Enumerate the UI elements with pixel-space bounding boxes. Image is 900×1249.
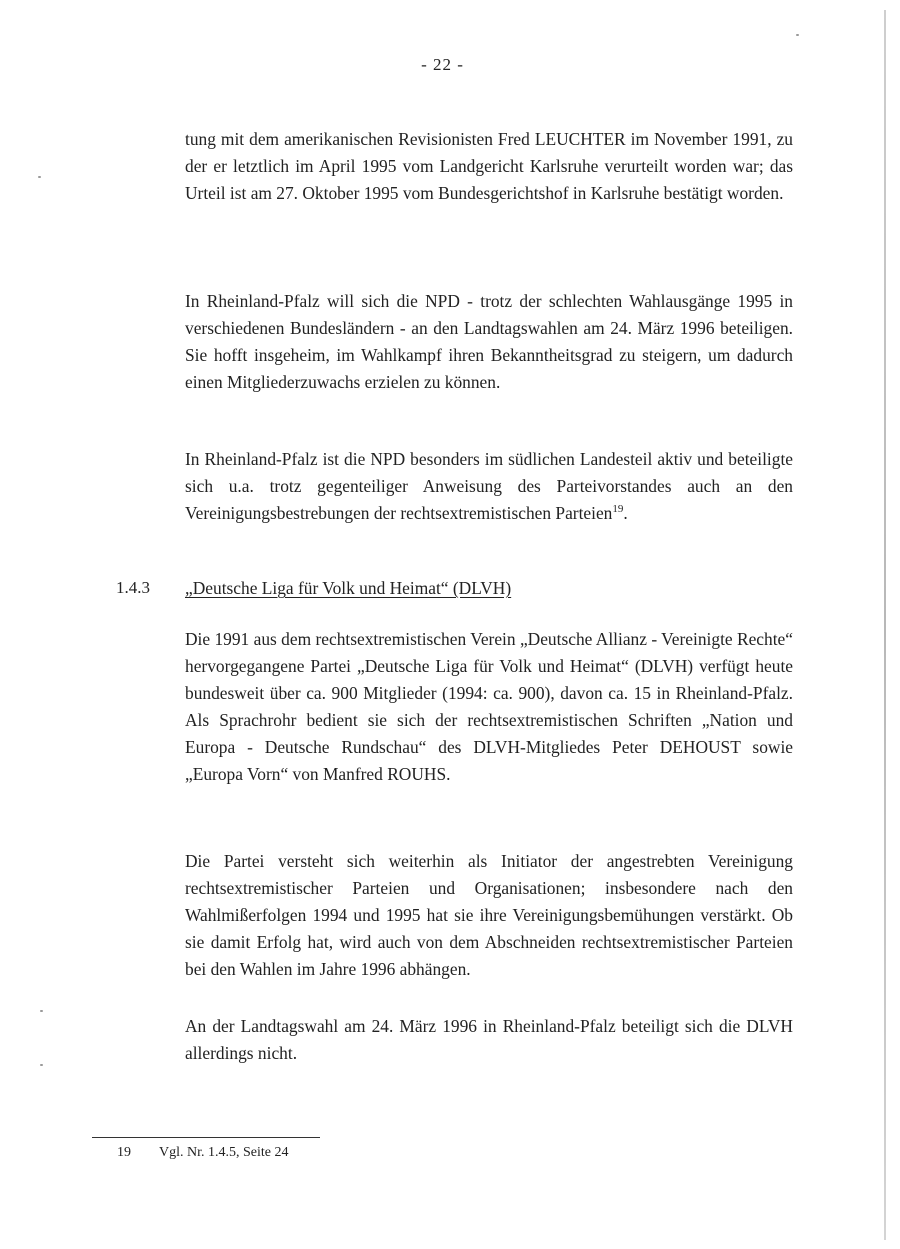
scan-edge-shadow: [884, 10, 886, 1240]
scan-speck: [40, 1064, 43, 1066]
section-number: 1.4.3: [116, 578, 150, 597]
footnote-number: 19: [117, 1145, 131, 1160]
paragraph-6: [185, 1013, 793, 1067]
paragraph-text: Die Partei versteht sich weiterhin als Initiator der angestrebten Vereinigung rechtsextremistischer Parteien und Organisationen; insbesondere nach den Wahlmißerfolgen 1994 und 1995 hat sie ihre Vereinigungsbemühungen verstärkt. Ob sie damit Erfolg hat, wird auch von dem Abschneiden rechtsextremistischer Parteien bei den Wahlen im Jahre 1996 abhängen.: [185, 851, 793, 979]
footnote-reference: 19: [612, 503, 624, 516]
paragraph-2: [185, 288, 793, 396]
scan-speck: [40, 1010, 43, 1012]
paragraph-4: [185, 626, 793, 788]
paragraph-text-main: In Rheinland-Pfalz ist die NPD besonders im südlichen Landesteil aktiv und beteiligte sich u.a. trotz gegenteiliger Anweisung des Parteivorstandes auch an den Vereinigungsbestrebungen der rechtsextremistischen Parteien: [185, 449, 793, 523]
paragraph-text: Die 1991 aus dem rechtsextremistischen Verein „Deutsche Allianz - Vereinigte Rechte“ hervorgegangene Partei „Deutsche Liga für Volk und Heimat“ (DLVH) verfügt heute bundesweit über ca. 900 Mitglieder (1994: ca. 900), davon ca. 15 in Rheinland-Pfalz. Als Sprachrohr bedient sie sich der rechtsextremistischen Schriften „Nation und Europa - Deutsche Rundschau“ des DLVH-Mitgliedes Peter DEHOUST sowie „Europa Vorn“ von Manfred ROUHS.: [185, 629, 793, 784]
scan-speck: [796, 34, 799, 36]
scan-speck: [38, 176, 41, 178]
paragraph-3: [185, 446, 793, 527]
paragraph-text: tung mit dem amerikanischen Revisionisten Fred LEUCHTER im November 1991, zu der er letztlich im April 1995 vom Landgericht Karlsruhe verurteilt worden war; das Urteil ist am 27. Oktober 1995 vom Bundesgerichtshof in Karlsruhe bestätigt worden.: [185, 129, 793, 203]
paragraph-text: [185, 446, 793, 527]
footnote: [117, 1145, 289, 1161]
paragraph-5: [185, 848, 793, 983]
paragraph-1: [185, 126, 793, 207]
page-number: - 22 -: [421, 55, 464, 74]
paragraph-text: In Rheinland-Pfalz will sich die NPD - trotz der schlechten Wahlausgänge 1995 in verschiedenen Bundesländern - an den Landtagswahlen am 24. März 1996 beteiligen. Sie hofft insgeheim, im Wahlkampf ihren Bekanntheitsgrad zu steigern, um dadurch einen Mitgliederzuwachs erzielen zu können.: [185, 291, 793, 392]
section-title: „Deutsche Liga für Volk und Heimat“ (DLVH): [185, 578, 512, 598]
paragraph-text-end: .: [623, 503, 628, 523]
footnote-text: Vgl. Nr. 1.4.5, Seite 24: [159, 1145, 289, 1160]
paragraph-text: An der Landtagswahl am 24. März 1996 in Rheinland-Pfalz beteiligt sich die DLVH allerdings nicht.: [185, 1016, 793, 1063]
footnote-divider: [92, 1137, 320, 1138]
